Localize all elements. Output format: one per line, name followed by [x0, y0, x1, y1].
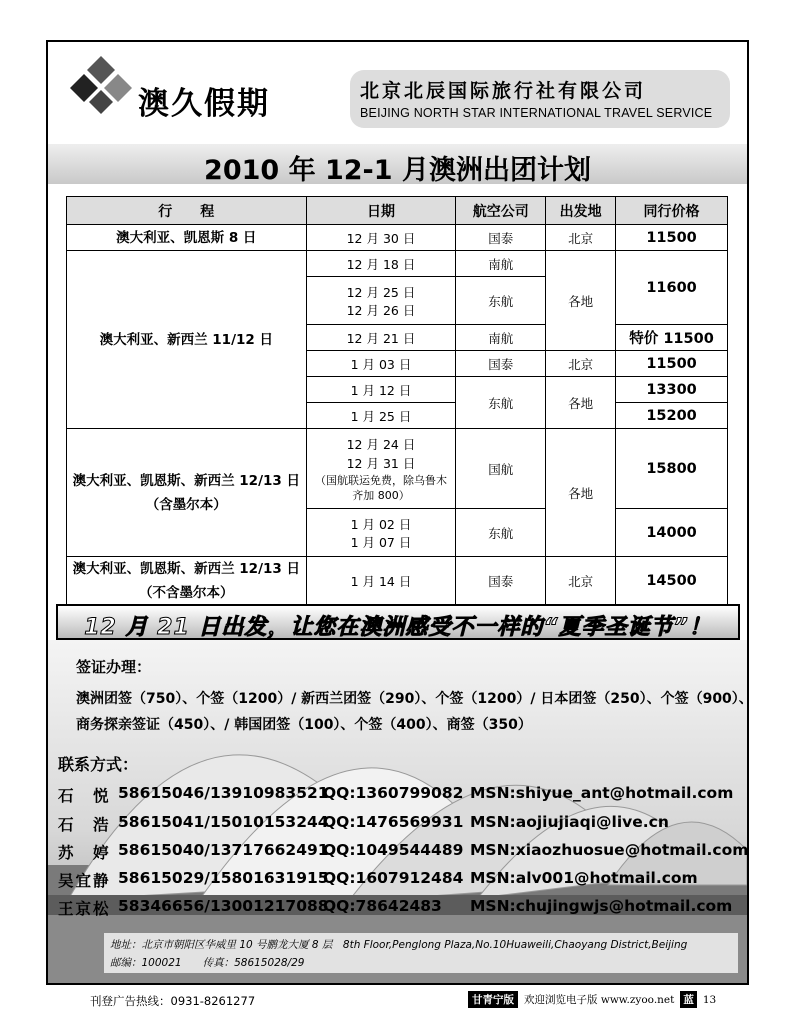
price-cell: 11500 [616, 225, 728, 251]
route-cell: 澳大利亚、新西兰 11/12 日 [67, 251, 307, 429]
airline-cell: 南航 [456, 325, 546, 351]
contact-qq: QQ:1607912484 [323, 869, 464, 887]
contact-msn: MSN:shiyue_ant@hotmail.com [470, 784, 734, 802]
origin-cell: 北京 [546, 351, 616, 377]
contact-name: 苏 婷 [58, 844, 111, 862]
contact-row [58, 784, 748, 808]
title-band [48, 144, 747, 184]
contact-row [58, 813, 748, 837]
price-cell: 15800 [616, 429, 728, 509]
site-text: 欢迎浏览电子版 www.zyoo.net [524, 994, 675, 1006]
header-airline: 航空公司 [456, 197, 546, 225]
contact-phone: 58615046/13910983521 [118, 784, 329, 802]
header-origin: 出发地 [546, 197, 616, 225]
promo-banner-text: 12 月 21 日出发，让您在澳洲感受不一样的“夏季圣诞节”！ [84, 615, 712, 640]
origin-cell: 各地 [546, 251, 616, 351]
price-cell: 14000 [616, 509, 728, 557]
contact-phone: 58615029/15801631915 [118, 869, 329, 887]
agency-badge [350, 70, 730, 128]
airline-cell: 南航 [456, 251, 546, 277]
date-cell: 12 月 30 日 [306, 225, 456, 251]
table-row [67, 429, 728, 509]
date-cell [306, 509, 456, 557]
contact-title: 联系方式： [58, 755, 139, 774]
date-cell [306, 277, 456, 325]
price-cell: 14500 [616, 557, 728, 606]
promo-banner [56, 604, 740, 640]
footer-info [468, 991, 716, 1008]
price-cell: 13300 [616, 377, 728, 403]
airline-cell: 国航 [456, 429, 546, 509]
origin-cell: 北京 [546, 557, 616, 606]
schedule-table [66, 196, 728, 606]
date-cell: 1 月 12 日 [306, 377, 456, 403]
contact-qq: QQ:1049544489 [323, 841, 464, 859]
airline-cell: 东航 [456, 509, 546, 557]
date-line: 1 月 07 日 [350, 534, 412, 550]
agency-name-en: BEIJING NORTH STAR INTERNATIONAL TRAVEL SERVICE [360, 106, 713, 120]
date-cell: 1 月 25 日 [306, 403, 456, 429]
brand-name: 澳久假期 [138, 86, 270, 122]
contact-phone: 58615040/13717662491 [118, 841, 329, 859]
table-row [67, 251, 728, 277]
route-line: （含墨尔本） [145, 496, 227, 513]
airline-cell: 国泰 [456, 557, 546, 606]
logo-icon [70, 52, 132, 114]
contact-name: 吴宜静 [58, 872, 111, 890]
contact-name: 石 浩 [58, 816, 111, 834]
visa-line: 澳洲团签（750）、个签（1200）/ 新西兰团签（290）、个签（1200）/ 日本团签（250）、个签（900）、 [76, 691, 753, 707]
price-cell: 15200 [616, 403, 728, 429]
contact-qq: QQ:1476569931 [323, 813, 464, 831]
date-cell: 1 月 03 日 [306, 351, 456, 377]
page-title: 2010 年 12-1 月澳洲出团计划 [204, 155, 591, 186]
contact-msn: MSN:alv001@hotmail.com [470, 869, 698, 887]
postcode-fax-line: 邮编：100021 传真：58615028/29 [110, 957, 305, 969]
date-line: 12 月 31 日 [346, 455, 416, 471]
contact-name: 石 悦 [58, 787, 111, 805]
airline-cell: 东航 [456, 377, 546, 429]
table-row [67, 557, 728, 606]
price-cell: 特价 11500 [616, 325, 728, 351]
date-line: 12 月 24 日 [346, 436, 416, 452]
origin-cell: 各地 [546, 377, 616, 429]
airline-cell: 国泰 [456, 351, 546, 377]
header-price: 同行价格 [616, 197, 728, 225]
price-cell: 11500 [616, 351, 728, 377]
agency-name-cn: 北京北辰国际旅行社有限公司 [360, 80, 647, 102]
price-cell: 11600 [616, 251, 728, 325]
address-line: 地址：北京市朝阳区华威里 10 号鹏龙大厦 8 层 8th Floor,Penglong Plaza,No.10Huaweili,Chaoyang District,Beijing [110, 939, 688, 951]
page-number: 13 [702, 993, 717, 1006]
route-line: 澳大利亚、凯恩斯、新西兰 12/13 日 [72, 561, 300, 577]
route-cell [67, 557, 307, 606]
date-line: 12 月 26 日 [346, 302, 416, 318]
date-cell: 12 月 18 日 [306, 251, 456, 277]
date-note: （国航联运免费，除乌鲁木 [314, 473, 447, 487]
date-line: 12 月 25 日 [346, 284, 416, 300]
contact-qq: QQ:1360799082 [323, 784, 464, 802]
airline-cell: 国泰 [456, 225, 546, 251]
contact-phone: 58615041/15010153244 [118, 813, 329, 831]
airline-cell: 东航 [456, 277, 546, 325]
section-tag: 蓝 [680, 991, 697, 1008]
ad-hotline: 刊登广告热线：0931-8261277 [90, 994, 256, 1008]
origin-cell: 各地 [546, 429, 616, 557]
route-cell [67, 429, 307, 557]
contact-msn: MSN:chujingwjs@hotmail.com [470, 897, 733, 915]
route-line: （不含墨尔本） [139, 585, 234, 601]
table-row [67, 225, 728, 251]
date-line: 1 月 02 日 [350, 516, 412, 532]
origin-cell: 北京 [546, 225, 616, 251]
date-cell: 1 月 14 日 [306, 557, 456, 606]
contact-msn: MSN:xiaozhuosue@hotmail.com [470, 841, 749, 859]
route-cell: 澳大利亚、凯恩斯 8 日 [67, 225, 307, 251]
visa-line: 商务探亲签证（450）、/ 韩国团签（100）、个签（400）、商签（350） [76, 717, 532, 733]
contact-row [58, 841, 748, 865]
address-box [104, 933, 738, 973]
contact-row [58, 897, 748, 921]
date-cell: 12 月 21 日 [306, 325, 456, 351]
edition-tag: 甘青宁版 [468, 991, 518, 1008]
date-note: 齐加 800） [352, 488, 410, 502]
header-route: 行 程 [67, 197, 307, 225]
route-line: 澳大利亚、凯恩斯、新西兰 12/13 日 [72, 472, 300, 489]
visa-title: 签证办理： [76, 658, 152, 676]
contact-row [58, 869, 748, 893]
contact-phone: 58346656/13001217088 [118, 897, 329, 915]
contact-msn: MSN:aojiujiaqi@live.cn [470, 813, 669, 831]
table-header-row [67, 197, 728, 225]
contact-qq: QQ:78642483 [323, 897, 442, 915]
date-cell [306, 429, 456, 509]
header-date: 日期 [306, 197, 456, 225]
contact-name: 王京松 [58, 900, 111, 918]
